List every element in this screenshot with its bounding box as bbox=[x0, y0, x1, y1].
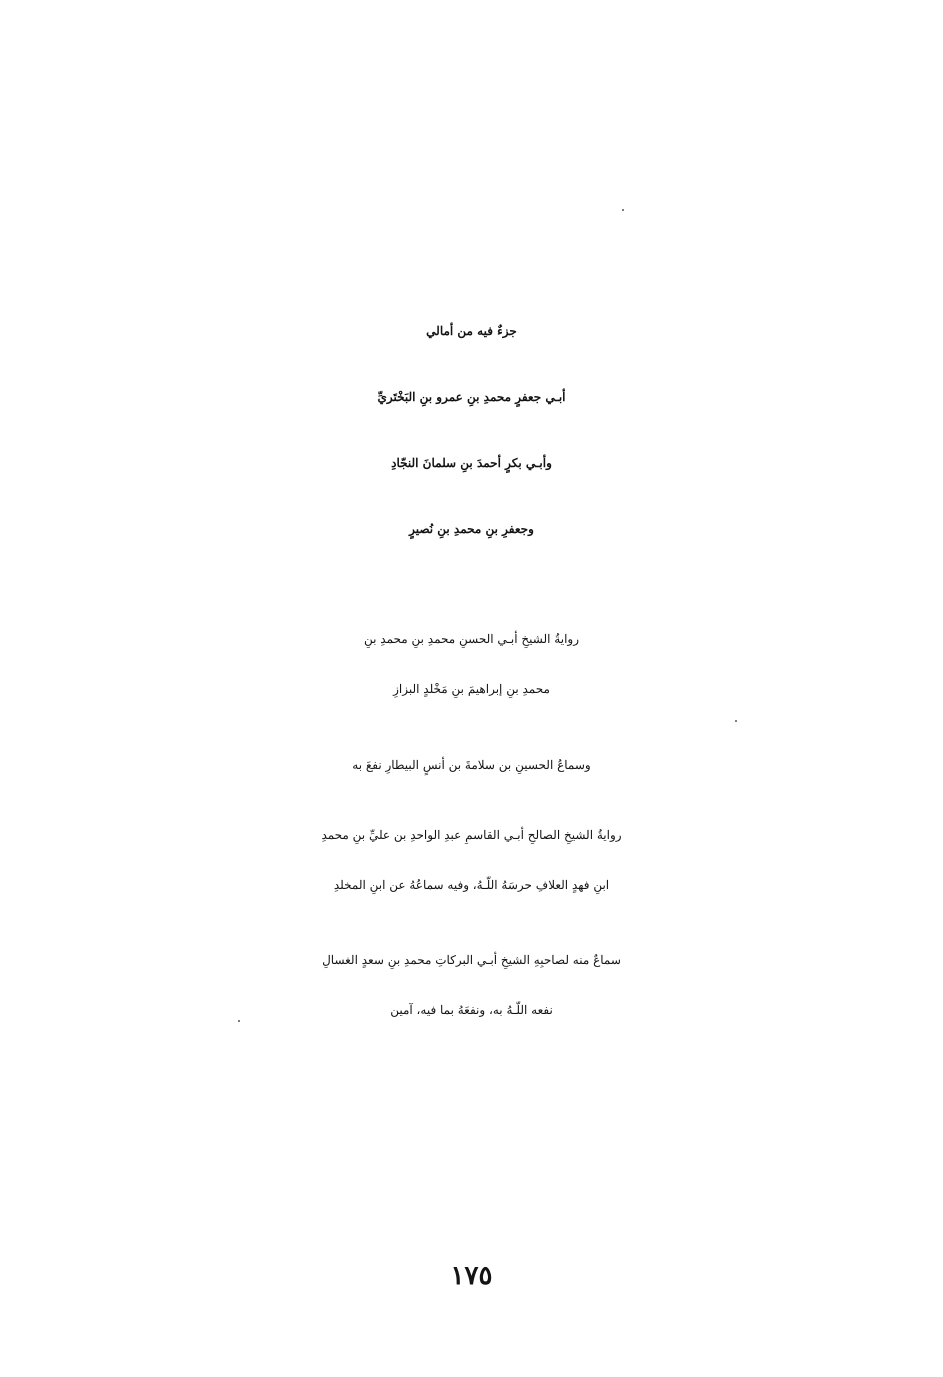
text-line: ابنِ فهدٍ العلافِ حرسَهُ اللّـهُ، وفيه سماعُهُ عن ابنِ المخلدِ bbox=[333, 878, 610, 892]
text-line: روايةُ الشيخِ الصالحِ أبـي القاسمِ عبدِ الواحدِ بن عليِّ بنِ محمدِ bbox=[321, 828, 622, 842]
text-line: نفعه اللّـهُ به، ونفعَهُ بما فيه، آمين bbox=[390, 1003, 553, 1017]
riwaya-paragraph bbox=[0, 810, 943, 910]
sama-paragraph bbox=[0, 740, 943, 790]
title-block bbox=[0, 298, 943, 562]
text-line: روايةُ الشيخِ أبـي الحسنِ محمدِ بنِ محمدِ بنِ bbox=[364, 632, 579, 646]
text-line: محمدِ بنِ إبراهيمَ بنِ مَخْلدٍ البزازِ bbox=[393, 682, 550, 696]
title-line: وجعفرِ بنِ محمدِ بنِ نُصيرٍ bbox=[409, 522, 534, 536]
title-line: وأبـي بكرٍ أحمدَ بنِ سلمانَ النجّادِ bbox=[391, 456, 552, 470]
riwaya-paragraph bbox=[0, 614, 943, 714]
text-line: سماعٌ منه لصاحبِهِ الشيخِ أبـي البركاتِ محمدِ بنِ سعدٍ الغسالِ bbox=[322, 953, 621, 967]
sama-paragraph bbox=[0, 935, 943, 1035]
page-number: ١٧٥ bbox=[450, 1261, 493, 1291]
title-line: أبـي جعفرٍ محمدِ بنِ عمرو بنِ البَخْتَريِّ bbox=[377, 390, 566, 404]
title-line: جزءٌ فيه من أمالي bbox=[426, 324, 517, 338]
text-line: وسماعُ الحسينِ بن سلامةَ بن أنسٍ البيطارِ نفعَ به bbox=[352, 758, 591, 772]
scan-speck bbox=[735, 720, 737, 722]
scan-speck bbox=[622, 209, 624, 211]
